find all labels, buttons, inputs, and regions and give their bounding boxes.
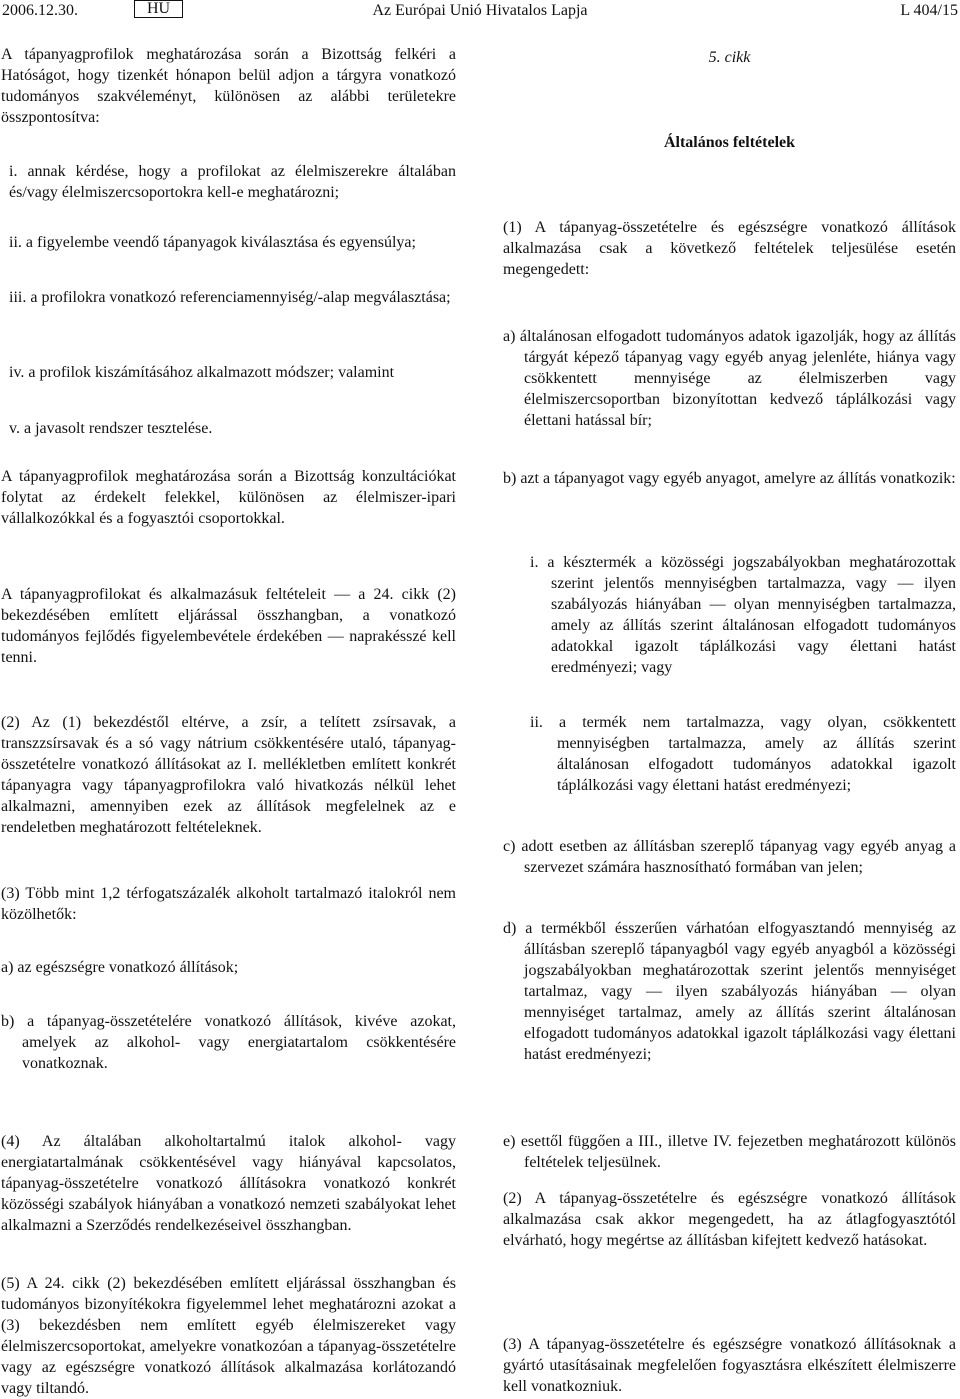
condition-d: d) a termékből ésszerűen várhatóan elfogyasztandó mennyiség az állításban szereplő tápanyagból vagy egyéb anyagból a közösségi jogszabályokban meghatározottak szerint jelentős mennyiséget tartalmaz, vagy — ilyen szabályozás hiányában — olyan mennyiséget tartalmaz, amely az állítás szerint általánosan elfogadott tudományos adatokkal igazolt táplálkozási vagy élettani hatást eredményezi; xyxy=(503,920,956,1063)
paragraph-2: (2) Az (1) bekezdéstől eltérve, a zsír, a telített zsírsavak, a transzzsírsavak és a só vagy nátrium csökkentésére utaló, tápanyag-összetételre vonatkozó állításokat az I. mellékletben említett konkrét tápanyagra vagy tápanyagprofilokra való hivatkozás nélkül lehet alkalmazni, amennyiben ezek az állítások megfelelnek az e rendeletben meghatározott feltételeknek. xyxy=(1,714,456,836)
article-5-paragraph-1: (1) A tápanyag-összetételre és egészségre vonatkozó állítások alkalmazása csak a következő feltételek teljesülése esetén megengedett: xyxy=(503,219,956,278)
list-item-ii: ii. a figyelembe veendő tápanyagok kiválasztása és egyensúlya; xyxy=(9,234,416,251)
list-item-iv: iv. a profilok kiszámításához alkalmazott módszer; valamint xyxy=(9,364,395,381)
condition-b: b) azt a tápanyagot vagy egyéb anyagot, amelyre az állítás vonatkozik: xyxy=(503,470,956,487)
page-number: L 404/15 xyxy=(900,2,958,19)
list-item-v: v. a javasolt rendszer tesztelése. xyxy=(9,420,213,437)
publication-date: 2006.12.30. xyxy=(2,2,78,19)
article-title: Általános feltételek xyxy=(663,134,796,151)
condition-b-ii: ii. a termék nem tartalmazza, vagy olyan, csökkentett mennyiségben tartalmazza, amely az állítás szerint általánosan elfogadott tudományos adatokkal igazolt táplálkozási vagy élettani hatást eredményezi; xyxy=(530,714,956,794)
condition-e: e) esettől függően a III., illetve IV. fejezetben meghatározott különös feltételek teljesülnek. xyxy=(503,1133,956,1171)
condition-a: a) általánosan elfogadott tudományos adatok igazolják, hogy az állítás tárgyát képező tápanyag vagy egyéb anyag jelenléte, hiánya vagy csökkentett mennyisége az élelmiszerben vagy élelmiszercsoportban bizonyítottan kedvező táplálkozási vagy élettani hatással bír; xyxy=(503,328,956,429)
paragraph-3-point-b: b) a tápanyag-összetételére vonatkozó állítások, kivéve azokat, amelyek az alkohol- vagy energiatartalom csökkentésére vonatkoznak. xyxy=(1,1013,456,1072)
article-5-paragraph-2: (2) A tápanyag-összetételre és egészségre vonatkozó állítások alkalmazása csak akkor megengedett, ha az átlagfogyasztótól elvárható, hogy megértse az állításban kifejtett kedvező hatásokat. xyxy=(503,1190,956,1249)
condition-b-i: i. a késztermék a közösségi jogszabályokban meghatározottak szerint jelentős mennyiségben tartalmazza, vagy — ilyen szabályozás hiányában — olyan mennyiségben tartalmazza, amely az állítás szerint általánosan elfogadott tudományos adatokkal igazolt táplálkozási vagy élettani hatást eredményezi; vagy xyxy=(530,554,956,676)
article-5-paragraph-3: (3) A tápanyag-összetételre és egészségre vonatkozó állításoknak a gyártó utasításainak megfelelően fogyasztásra elkészített élelmiszerre kell vonatkozniuk. xyxy=(503,1336,956,1395)
consultation-paragraph: A tápanyagprofilok meghatározása során a Bizottság konzultációkat folytat az érdekelt felekkel, különösen az élelmiszer-ipari vállalkozókkal és a fogyasztói csoportokkal. xyxy=(1,468,456,527)
update-paragraph: A tápanyagprofilokat és alkalmazásuk feltételeit — a 24. cikk (2) bekezdésében említett eljárással összhangban, a vonatkozó tudományos fejlődés figyelembevétele érdekében — naprakésszé kell tenni. xyxy=(1,586,456,666)
condition-c: c) adott esetben az állításban szereplő tápanyag vagy egyéb anyag a szervezet számára hasznosítható formában van jelen; xyxy=(503,838,956,876)
paragraph-5: (5) A 24. cikk (2) bekezdésében említett eljárással összhangban és tudományos bizonyítékokra figyelemmel lehet meghatározni azokat a (3) bekezdésben nem említett egyéb élelmiszereket vagy élelmiszercsoportokat, amelyekre vonatkozóan a tápanyag-összetételre vagy az egészségre vonatkozó állítások alkalmazása korlátozandó vagy tiltandó. xyxy=(1,1275,456,1397)
list-item-i: i. annak kérdése, hogy a profilokat az élelmiszerekre általában és/vagy élelmiszercsoportokra kell-e meghatározni; xyxy=(9,163,456,201)
intro-paragraph: A tápanyagprofilok meghatározása során a Bizottság felkéri a Hatóságot, hogy tizenkét hónapon belül adjon a tárgyra vonatkozó tudományos szakvéleményt, különösen az alábbi területekre összpontosítva: xyxy=(1,46,456,126)
paragraph-3: (3) Több mint 1,2 térfogatszázalék alkoholt tartalmazó italokról nem közölhetők: xyxy=(1,885,456,923)
journal-title: Az Európai Unió Hivatalos Lapja xyxy=(372,2,588,19)
page-header xyxy=(0,0,960,22)
language-code-box: HU xyxy=(134,0,183,18)
paragraph-3-point-a: a) az egészségre vonatkozó állítások; xyxy=(1,959,239,976)
list-item-iii: iii. a profilokra vonatkozó referenciamennyiség/-alap megválasztása; xyxy=(9,289,451,306)
article-number: 5. cikk xyxy=(708,49,751,66)
paragraph-4: (4) Az általában alkoholtartalmú italok alkohol- vagy energiatartalmának csökkentésével vagy hiányával kapcsolatos, tápanyag-összetételre vonatkozó állításokra vonatkozó konkrét közösségi szabályok hiányában a vonatkozó nemzeti szabályokat lehet alkalmazni a Szerződés rendelkezéseivel összhangban. xyxy=(1,1133,456,1234)
